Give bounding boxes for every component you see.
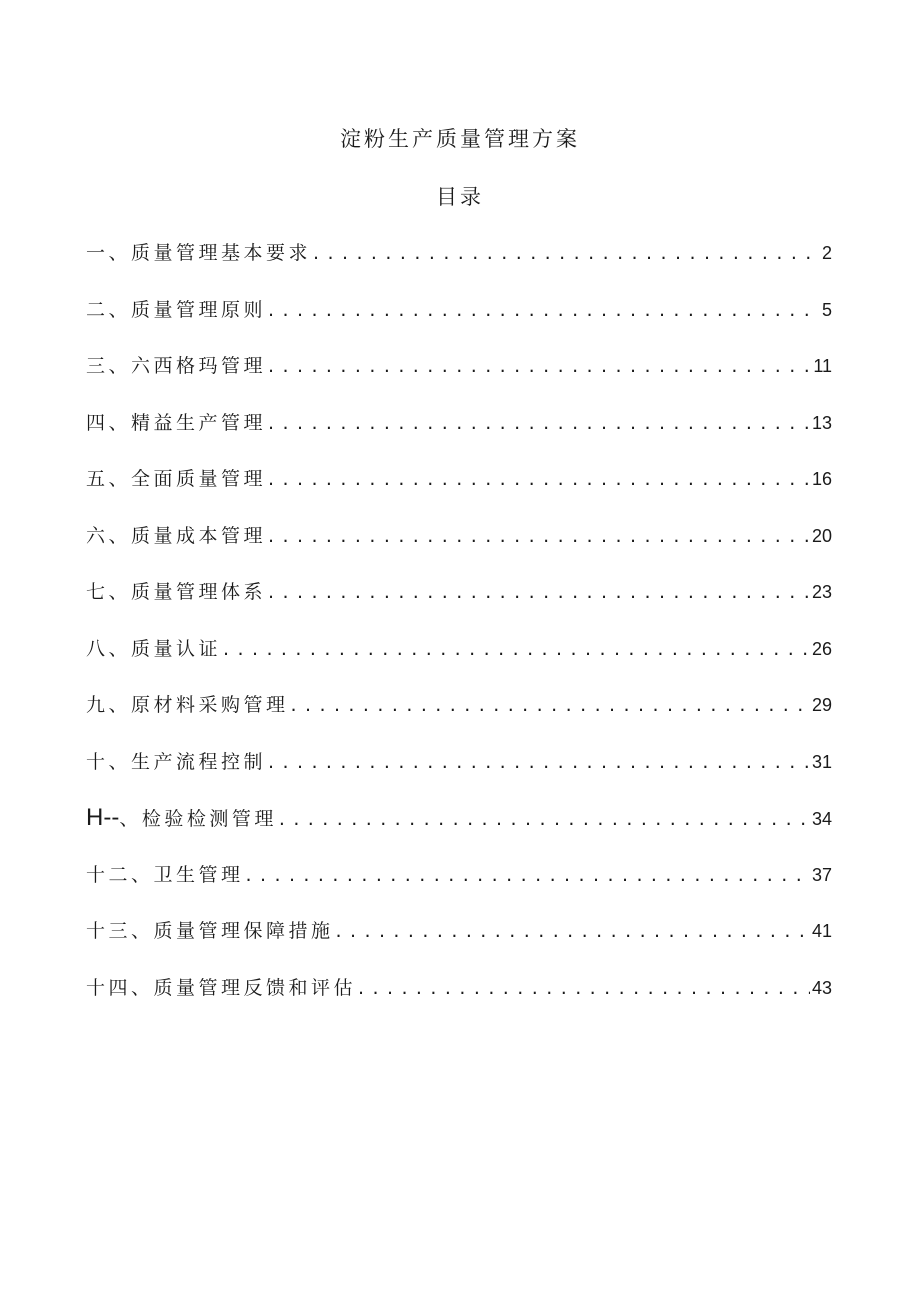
toc-entry[interactable] <box>86 914 832 971</box>
toc-dot-leader <box>358 971 810 1005</box>
toc-entry-page: 13 <box>811 412 832 433</box>
toc-dot-leader <box>246 858 810 892</box>
toc-entry-label: 六、质量成本管理 <box>86 524 267 547</box>
toc-dot-leader <box>268 745 810 779</box>
table-of-contents <box>86 236 832 1027</box>
toc-entry[interactable] <box>86 462 832 519</box>
toc-entry-label: 十、生产流程控制 <box>86 750 267 773</box>
toc-entry-page: 23 <box>811 582 832 602</box>
toc-entry[interactable] <box>86 406 832 463</box>
toc-dot-leader <box>268 349 811 383</box>
toc-entry-page: 20 <box>811 525 832 546</box>
toc-dot-leader <box>223 632 810 666</box>
toc-entry-label: 七、质量管理体系 <box>86 581 267 603</box>
toc-entry-page: 34 <box>811 809 832 829</box>
toc-heading: 目录 <box>436 185 484 209</box>
toc-entry[interactable] <box>86 971 832 1028</box>
toc-entry-label: 八、质量认证 <box>86 637 222 660</box>
toc-dot-leader <box>268 293 820 327</box>
toc-entry[interactable] <box>86 519 832 576</box>
toc-entry-label: 四、精益生产管理 <box>86 411 267 434</box>
toc-entry-label-prefix: H-- <box>86 804 120 831</box>
toc-entry-label: 二、质量管理原则 <box>86 298 267 321</box>
toc-entry-page: 26 <box>811 638 832 659</box>
toc-entry-label: 十三、质量管理保障措施 <box>86 920 334 942</box>
toc-entry[interactable] <box>86 632 832 689</box>
toc-entry-page: 5 <box>821 299 832 320</box>
toc-dot-leader <box>336 914 810 948</box>
toc-dot-leader <box>268 406 810 440</box>
toc-entry-page: 16 <box>811 469 832 489</box>
toc-entry-label: 一、质量管理基本要求 <box>86 242 312 264</box>
toc-dot-leader <box>268 575 810 609</box>
toc-entry-page: 31 <box>811 751 832 772</box>
toc-entry-label-text: 、检验检测管理 <box>119 808 277 830</box>
toc-dot-leader <box>291 688 810 722</box>
toc-entry[interactable] <box>86 858 832 915</box>
toc-dot-leader <box>268 519 810 553</box>
toc-entry-page: 11 <box>813 356 832 376</box>
toc-entry-page: 43 <box>811 977 832 998</box>
toc-entry[interactable] <box>86 349 832 406</box>
toc-entry-page: 41 <box>811 921 832 941</box>
toc-entry[interactable] <box>86 745 832 802</box>
toc-entry-page: 37 <box>811 864 832 885</box>
toc-dot-leader <box>279 802 810 836</box>
toc-entry-label: 九、原材料采购管理 <box>86 694 289 716</box>
toc-entry[interactable] <box>86 236 832 293</box>
toc-entry-label: 十二、卫生管理 <box>86 863 244 886</box>
toc-entry-page: 29 <box>811 695 832 715</box>
toc-dot-leader <box>313 236 820 270</box>
toc-entry[interactable] <box>86 688 832 745</box>
toc-entry-label: 十四、质量管理反馈和评估 <box>86 976 357 999</box>
document-title: 淀粉生产质量管理方案 <box>340 127 580 151</box>
toc-entry[interactable] <box>86 293 832 350</box>
toc-entry[interactable] <box>86 575 832 632</box>
toc-entry-label <box>86 801 277 836</box>
toc-entry-label: 三、六西格玛管理 <box>86 355 267 377</box>
toc-dot-leader <box>268 462 810 496</box>
toc-entry-page: 2 <box>821 243 832 263</box>
toc-entry-label: 五、全面质量管理 <box>86 468 267 490</box>
toc-entry[interactable] <box>86 801 832 858</box>
